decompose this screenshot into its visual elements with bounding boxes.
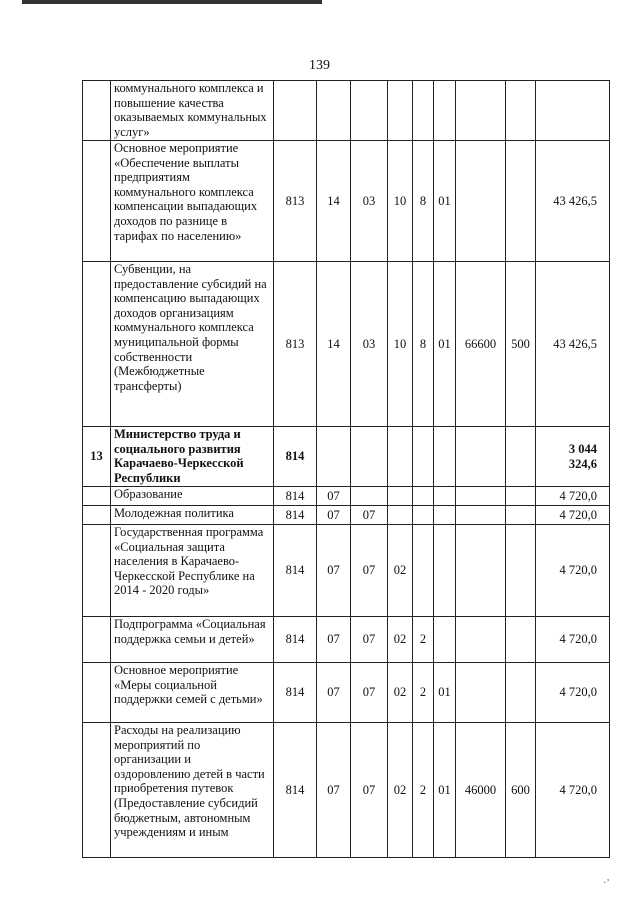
cell-activity: 01 (434, 262, 456, 427)
row-name: Министерство труда и социального развития Карачаево-Черкесской Республики (111, 427, 274, 487)
row-name: Образование (111, 487, 274, 506)
cell-ministry-code (274, 81, 317, 141)
cell-program: 02 (388, 723, 413, 858)
cell-subsection (351, 487, 388, 506)
row-number: 13 (83, 427, 111, 487)
cell-subsection: 07 (351, 506, 388, 525)
cell-program: 10 (388, 141, 413, 262)
row-number (83, 723, 111, 858)
cell-section: 14 (317, 262, 351, 427)
row-number (83, 81, 111, 141)
cell-activity (434, 81, 456, 141)
row-number (83, 525, 111, 617)
cell-section (317, 81, 351, 141)
row-name: Подпрограмма «Социальная поддержка семьи и детей» (111, 617, 274, 663)
scan-edge-bar (22, 0, 322, 4)
cell-amount: 4 720,0 (536, 525, 610, 617)
table-row (83, 81, 610, 141)
row-number (83, 487, 111, 506)
cell-subsection: 03 (351, 262, 388, 427)
cell-subprogram: 8 (413, 141, 434, 262)
cell-direction (456, 663, 506, 723)
cell-ministry-code: 814 (274, 525, 317, 617)
cell-direction (456, 487, 506, 506)
cell-activity (434, 525, 456, 617)
cell-subsection: 07 (351, 525, 388, 617)
row-name: Государственная программа «Социальная защита населения в Карачаево-Черкесской Республике на 2014 - 2020 годы» (111, 525, 274, 617)
cell-amount (536, 81, 610, 141)
cell-section: 07 (317, 525, 351, 617)
cell-ministry-code: 814 (274, 487, 317, 506)
cell-program: 02 (388, 617, 413, 663)
cell-subsection (351, 81, 388, 141)
cell-direction (456, 617, 506, 663)
cell-subprogram: 2 (413, 663, 434, 723)
cell-section: 14 (317, 141, 351, 262)
cell-activity (434, 506, 456, 525)
cell-expense-type (506, 525, 536, 617)
row-name: Расходы на реализацию мероприятий по организации и оздоровлению детей в части приобретения путевок (Предоставление субсидий бюджетным, автономным учреждениям и иным (111, 723, 274, 858)
cell-direction (456, 427, 506, 487)
row-name: коммунального комплекса и повышение качества оказываемых коммунальных услуг» (111, 81, 274, 141)
cell-activity: 01 (434, 723, 456, 858)
cell-ministry-code: 814 (274, 663, 317, 723)
cell-amount: 4 720,0 (536, 506, 610, 525)
cell-section: 07 (317, 506, 351, 525)
cell-subsection (351, 427, 388, 487)
table-row (83, 506, 610, 525)
cell-program (388, 81, 413, 141)
cell-ministry-code: 814 (274, 427, 317, 487)
cell-expense-type: 500 (506, 262, 536, 427)
cell-direction (456, 141, 506, 262)
cell-subprogram (413, 427, 434, 487)
cell-subprogram: 8 (413, 262, 434, 427)
row-number (83, 617, 111, 663)
table-row (83, 525, 610, 617)
cell-program: 10 (388, 262, 413, 427)
cell-amount: 4 720,0 (536, 723, 610, 858)
cell-expense-type (506, 506, 536, 525)
cell-expense-type (506, 617, 536, 663)
cell-section: 07 (317, 663, 351, 723)
cell-direction (456, 81, 506, 141)
cell-direction: 46000 (456, 723, 506, 858)
cell-amount: 43 426,5 (536, 262, 610, 427)
cell-expense-type (506, 141, 536, 262)
cell-activity (434, 617, 456, 663)
page-number: 139 (309, 58, 330, 73)
cell-subprogram (413, 525, 434, 617)
cell-amount: 43 426,5 (536, 141, 610, 262)
cell-subsection: 07 (351, 723, 388, 858)
cell-direction (456, 506, 506, 525)
cell-amount: 4 720,0 (536, 663, 610, 723)
cell-amount: 4 720,0 (536, 617, 610, 663)
cell-subprogram (413, 487, 434, 506)
cell-ministry-code: 814 (274, 506, 317, 525)
cell-activity: 01 (434, 141, 456, 262)
cell-program: 02 (388, 525, 413, 617)
cell-activity (434, 487, 456, 506)
cell-program: 02 (388, 663, 413, 723)
cell-subsection: 07 (351, 663, 388, 723)
cell-program (388, 487, 413, 506)
table-row (83, 427, 610, 487)
cell-subprogram: 2 (413, 617, 434, 663)
row-number (83, 506, 111, 525)
row-number (83, 262, 111, 427)
table-row (83, 617, 610, 663)
cell-subprogram: 2 (413, 723, 434, 858)
cell-program (388, 506, 413, 525)
cell-activity (434, 427, 456, 487)
budget-table (82, 80, 610, 858)
cell-activity: 01 (434, 663, 456, 723)
cell-ministry-code: 813 (274, 141, 317, 262)
cell-section: 07 (317, 487, 351, 506)
cell-subprogram (413, 81, 434, 141)
cell-expense-type (506, 427, 536, 487)
cell-subsection: 03 (351, 141, 388, 262)
table-row (83, 723, 610, 858)
cell-program (388, 427, 413, 487)
row-name: Основное мероприятие «Меры социальной поддержки семей с детьми» (111, 663, 274, 723)
cell-section (317, 427, 351, 487)
cell-ministry-code: 813 (274, 262, 317, 427)
table-row (83, 487, 610, 506)
cell-direction (456, 525, 506, 617)
row-number (83, 663, 111, 723)
scan-speck: ·’ (603, 878, 610, 889)
cell-expense-type (506, 81, 536, 141)
cell-ministry-code: 814 (274, 617, 317, 663)
cell-subsection: 07 (351, 617, 388, 663)
cell-amount: 3 044 324,6 (536, 427, 610, 487)
cell-ministry-code: 814 (274, 723, 317, 858)
row-number (83, 141, 111, 262)
row-name: Субвенции, на предоставление субсидий на компенсацию выпадающих доходов организациям коммунального комплекса муниципальной формы собственности (Межбюджетные трансферты) (111, 262, 274, 427)
table-row (83, 262, 610, 427)
cell-expense-type: 600 (506, 723, 536, 858)
row-name: Основное мероприятие «Обеспечение выплаты предприятиям коммунального комплекса компенсации выпадающих доходов по разнице в тарифах по населению» (111, 141, 274, 262)
cell-section: 07 (317, 723, 351, 858)
row-name: Молодежная политика (111, 506, 274, 525)
cell-subprogram (413, 506, 434, 525)
cell-direction: 66600 (456, 262, 506, 427)
cell-expense-type (506, 487, 536, 506)
cell-section: 07 (317, 617, 351, 663)
table-row (83, 141, 610, 262)
cell-expense-type (506, 663, 536, 723)
cell-amount: 4 720,0 (536, 487, 610, 506)
table-row (83, 663, 610, 723)
